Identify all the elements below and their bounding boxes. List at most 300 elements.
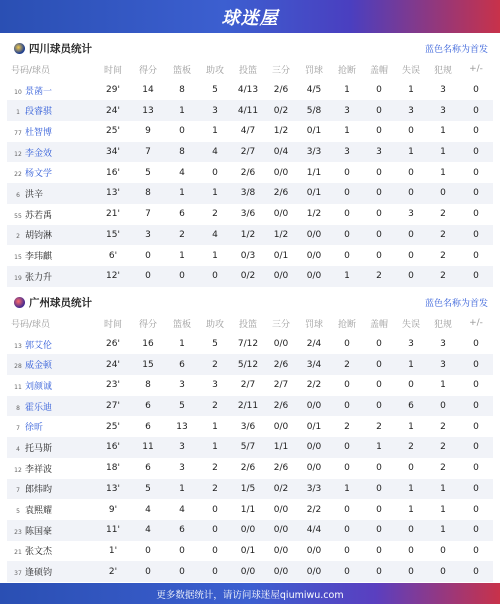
stat-cell: 6' (108, 250, 118, 261)
stat-cell: 1 (440, 504, 446, 515)
stat-cell: 1 (408, 85, 414, 96)
starter-note: 蓝色名称为首发 (424, 298, 488, 309)
stat-cell: 2/6 (240, 167, 256, 178)
stat-cell: 0/2 (265, 479, 297, 500)
section-header (0, 291, 500, 313)
jersey-number: 23 (14, 528, 22, 536)
stat-cell: 0/4 (265, 142, 297, 163)
player-name[interactable]: 威金顿 (25, 361, 53, 372)
stat-cell: 6 (145, 421, 151, 432)
stat-cell: 0 (473, 380, 479, 391)
player-row (7, 520, 493, 541)
stat-cell: 1 (408, 504, 414, 515)
stat-cell: 3 (165, 437, 199, 458)
stat-cell: 0/1 (306, 421, 322, 432)
stat-cell: 1/1 (306, 167, 322, 178)
stat-cell: 1 (165, 100, 199, 121)
player-name[interactable]: 苏若禹 (25, 210, 53, 221)
stat-cell: 2/6 (265, 183, 297, 204)
stat-cell: 0/0 (297, 437, 331, 458)
stat-cell: 0 (473, 167, 479, 178)
stat-cell: 0 (395, 520, 427, 541)
stat-cell: 4 (199, 225, 231, 246)
stat-cell: 3 (131, 225, 165, 246)
stat-cell: 2 (165, 225, 199, 246)
stat-cell: 0 (376, 209, 382, 220)
stat-cell: 2 (212, 209, 218, 220)
stat-cell: 0/1 (306, 126, 322, 137)
player-row (7, 225, 493, 246)
stat-cell: 2/6 (273, 85, 289, 96)
stat-cell: 16' (106, 167, 120, 178)
stat-cell: 1 (440, 126, 446, 137)
stat-cell: 13 (176, 421, 188, 432)
stat-cell: 24' (95, 100, 131, 121)
column-header: 投篮 (238, 65, 257, 76)
footer-link-text[interactable]: 更多数据统计，请访问球迷屋qiumiwu.com (156, 589, 344, 601)
stat-cell: 0 (408, 126, 414, 137)
stat-cell: 0/0 (265, 520, 297, 541)
player-cell (7, 479, 95, 500)
stat-cell: 0 (165, 266, 199, 287)
jersey-number: 12 (14, 466, 22, 474)
stat-cell: 3 (408, 209, 414, 220)
player-row (7, 458, 493, 479)
column-header: +/- (469, 64, 483, 75)
stat-cell: 1 (199, 437, 231, 458)
column-header: 助攻 (205, 319, 224, 330)
stat-cell: 0 (344, 380, 350, 391)
stat-cell: 6 (131, 396, 165, 417)
player-cell (7, 162, 95, 183)
stat-cell: 0 (331, 437, 363, 458)
stat-cell: 5/12 (231, 354, 265, 375)
stat-cell: 29' (106, 85, 120, 96)
stat-cell: 0 (459, 479, 493, 500)
stat-cell: 0 (459, 561, 493, 582)
column-header: 盖帽 (369, 319, 388, 330)
stat-cell: 2 (212, 463, 218, 474)
stat-cell: 0 (408, 545, 414, 556)
stat-cell: 3/8 (231, 183, 265, 204)
player-name[interactable]: 杨文学 (25, 169, 53, 180)
stat-cell: 3 (363, 142, 395, 163)
stat-cell: 0/0 (297, 266, 331, 287)
player-row (7, 561, 493, 582)
jersey-number: 7 (16, 487, 20, 495)
stat-cell: 3 (440, 339, 446, 350)
stat-cell: 9 (145, 126, 151, 137)
stat-cell: 0 (473, 126, 479, 137)
stat-cell: 0 (331, 183, 363, 204)
stat-cell: 2 (427, 437, 459, 458)
stat-cell: 15' (95, 225, 131, 246)
player-name[interactable]: 逢硕钧 (25, 568, 53, 579)
table-header-row (7, 59, 493, 80)
player-name[interactable]: 刘颜诚 (25, 381, 53, 392)
player-name[interactable]: 李金效 (25, 148, 53, 159)
stat-cell: 0/0 (297, 225, 331, 246)
stat-cell: 3/6 (240, 421, 256, 432)
stat-cell: 0/0 (273, 167, 289, 178)
stat-cell: 0 (408, 167, 414, 178)
stat-cell: 6 (179, 209, 185, 220)
stat-cell: 0 (344, 545, 350, 556)
stat-cell: 15 (131, 354, 165, 375)
jersey-number: 21 (14, 549, 22, 557)
player-row (7, 334, 493, 355)
player-name[interactable]: 托马斯 (25, 443, 53, 454)
column-header: 失误 (401, 319, 420, 330)
stat-cell: 3/4 (297, 354, 331, 375)
player-name[interactable]: 郎炜昀 (25, 485, 53, 496)
stat-cell: 3 (440, 85, 446, 96)
player-name[interactable]: 景菡一 (25, 86, 53, 97)
stat-cell: 3 (179, 380, 185, 391)
player-cell (7, 416, 95, 437)
stat-cell: 2 (199, 479, 231, 500)
stat-cell: 0 (199, 266, 231, 287)
stat-cell: 0 (473, 85, 479, 96)
player-name[interactable]: 张力升 (25, 272, 53, 283)
player-row (7, 354, 493, 375)
column-header: 篮板 (172, 65, 191, 76)
stat-cell: 0 (376, 85, 382, 96)
stat-cell: 5 (212, 85, 218, 96)
stat-cell: 0 (427, 561, 459, 582)
stat-cell: 3/3 (297, 142, 331, 163)
stat-cell: 1 (440, 380, 446, 391)
player-cell (7, 225, 95, 246)
stat-cell: 0 (408, 463, 414, 474)
stat-cell: 0 (212, 167, 218, 178)
stat-cell: 2 (199, 396, 231, 417)
stat-cell: 0 (427, 396, 459, 417)
stat-cell: 1 (395, 479, 427, 500)
stat-cell: 0 (376, 339, 382, 350)
stat-cell: 0 (179, 126, 185, 137)
stat-cell: 0 (473, 209, 479, 220)
player-cell (7, 183, 95, 204)
player-cell (7, 142, 95, 163)
stat-cell: 0 (363, 183, 395, 204)
stat-cell: 0 (376, 463, 382, 474)
player-cell (7, 458, 95, 479)
stat-cell: 0/0 (273, 504, 289, 515)
stat-cell: 25' (106, 126, 120, 137)
stat-cell: 2/4 (306, 339, 322, 350)
player-name[interactable]: 杜智博 (25, 127, 53, 138)
player-row (7, 541, 493, 562)
stat-cell: 2/6 (265, 354, 297, 375)
stat-cell: 0 (363, 479, 395, 500)
footer-banner (0, 583, 500, 604)
stat-cell: 0 (165, 561, 199, 582)
stat-cell: 0 (331, 225, 363, 246)
stat-cell: 5 (165, 396, 199, 417)
column-header: 盖帽 (369, 65, 388, 76)
stat-cell: 0 (408, 250, 414, 261)
player-name[interactable]: 张文杰 (25, 547, 53, 558)
stat-cell: 0/0 (297, 561, 331, 582)
stat-cell: 0 (344, 209, 350, 220)
stat-cell: 0/0 (273, 339, 289, 350)
player-name[interactable]: 李玮麒 (25, 252, 53, 263)
stat-cell: 4 (199, 142, 231, 163)
jersey-number: 28 (14, 363, 22, 371)
stat-cell: 0 (344, 167, 350, 178)
column-header: 抢断 (337, 65, 356, 76)
stat-cell: 0 (440, 545, 446, 556)
stat-cell: 0 (363, 520, 395, 541)
stat-cell: 0/0 (306, 250, 322, 261)
stat-cell: 0 (344, 504, 350, 515)
stat-cell: 3 (331, 142, 363, 163)
player-name[interactable]: 李祥波 (25, 464, 53, 475)
stat-cell: 5/7 (231, 437, 265, 458)
stat-cell: 5 (131, 479, 165, 500)
stat-cell: 5 (145, 167, 151, 178)
stat-cell: 0 (199, 520, 231, 541)
stat-cell: 1 (363, 437, 395, 458)
stat-cell: 0/0 (265, 266, 297, 287)
column-header: 投篮 (238, 319, 257, 330)
stat-cell: 1 (344, 126, 350, 137)
player-cell (7, 561, 95, 582)
stat-cell: 0 (363, 225, 395, 246)
stat-cell: 0/0 (273, 421, 289, 432)
stat-cell: 1/2 (265, 225, 297, 246)
stat-cell: 0 (212, 545, 218, 556)
stat-cell: 2 (363, 266, 395, 287)
stat-cell: 0 (331, 561, 363, 582)
stat-cell: 0/0 (306, 463, 322, 474)
stat-cell: 1/2 (306, 209, 322, 220)
stat-cell: 2 (199, 354, 231, 375)
stat-cell: 0 (473, 463, 479, 474)
stat-cell: 0 (408, 380, 414, 391)
stat-cell: 2 (395, 437, 427, 458)
stat-cell: 0 (363, 354, 395, 375)
stat-cell: 0/0 (265, 561, 297, 582)
player-row (7, 204, 493, 225)
stat-cell: 0 (473, 421, 479, 432)
column-header: 得分 (138, 65, 157, 76)
stat-cell: 1 (212, 126, 218, 137)
player-cell (7, 499, 95, 520)
player-row (7, 479, 493, 500)
column-header: 号码/球员 (11, 65, 51, 76)
player-row (7, 121, 493, 142)
stat-cell: 0 (459, 266, 493, 287)
stat-cell: 0 (473, 339, 479, 350)
column-header: 助攻 (205, 65, 224, 76)
player-row (7, 375, 493, 396)
player-name[interactable]: 袁熙耀 (25, 506, 53, 517)
stats-table (7, 59, 493, 287)
player-cell (7, 100, 95, 121)
player-row (7, 266, 493, 287)
stat-cell: 0/0 (273, 545, 289, 556)
stat-cell: 0 (131, 266, 165, 287)
stat-cell: 24' (95, 354, 131, 375)
stat-cell: 0 (473, 504, 479, 515)
player-row (7, 80, 493, 101)
jersey-number: 4 (16, 445, 20, 453)
stat-cell: 1 (165, 183, 199, 204)
stat-cell: 4/5 (306, 85, 322, 96)
player-name[interactable]: 陈国豪 (25, 526, 53, 537)
stat-cell: 2' (95, 561, 131, 582)
player-row (7, 245, 493, 266)
stat-cell: 1 (395, 354, 427, 375)
stat-cell: 0 (363, 561, 395, 582)
player-cell (7, 437, 95, 458)
stat-cell: 0/0 (297, 396, 331, 417)
stat-cell: 3 (395, 100, 427, 121)
section-title: 广州球员统计 (29, 296, 92, 309)
jersey-number: 37 (14, 570, 22, 578)
stat-cell: 16 (142, 339, 154, 350)
stat-cell: 8 (179, 85, 185, 96)
stat-cell: 1 (331, 266, 363, 287)
jersey-number: 10 (14, 88, 22, 96)
jersey-number: 11 (14, 383, 22, 391)
jersey-number: 5 (16, 508, 20, 516)
stat-cell: 3 (331, 100, 363, 121)
column-header: 抢断 (337, 319, 356, 330)
stat-cell: 0/3 (240, 250, 256, 261)
stat-cell: 2 (440, 209, 446, 220)
column-header: 罚球 (304, 319, 323, 330)
player-name[interactable]: 徐昕 (25, 423, 44, 434)
stat-cell: 16' (95, 437, 131, 458)
stat-cell: 1 (427, 142, 459, 163)
stat-cell: 0 (331, 520, 363, 541)
stat-cell: 0 (145, 250, 151, 261)
player-name[interactable]: 段睿骐 (25, 107, 53, 118)
stat-cell: 4/4 (297, 520, 331, 541)
jersey-number: 77 (14, 129, 22, 137)
jersey-number: 6 (16, 191, 20, 199)
stat-cell: 0 (199, 561, 231, 582)
column-header: 三分 (271, 65, 290, 76)
player-name[interactable]: 洪辛 (25, 189, 44, 200)
stat-cell: 3 (427, 354, 459, 375)
stat-cell: 5/8 (297, 100, 331, 121)
starter-note: 蓝色名称为首发 (424, 44, 488, 55)
guangzhou-team-icon (14, 297, 25, 308)
stat-cell: 6 (145, 463, 151, 474)
stat-cell: 6 (395, 396, 427, 417)
column-header: 篮板 (172, 319, 191, 330)
stat-cell: 14 (142, 85, 154, 96)
stat-cell: 4/7 (240, 126, 256, 137)
stat-cell: 0 (395, 183, 427, 204)
jersey-number: 1 (16, 109, 20, 117)
stat-cell: 2/6 (240, 463, 256, 474)
stat-cell: 0 (344, 250, 350, 261)
column-header: 犯规 (433, 319, 452, 330)
jersey-number: 55 (14, 212, 22, 220)
stat-cell: 0/2 (265, 100, 297, 121)
stat-cell: 0 (131, 561, 165, 582)
stat-cell: 8 (131, 183, 165, 204)
stat-cell: 3/3 (297, 479, 331, 500)
stat-cell: 1 (427, 479, 459, 500)
player-name[interactable]: 郭艾伦 (25, 340, 53, 351)
stat-cell: 3 (427, 100, 459, 121)
stat-cell: 0 (376, 380, 382, 391)
player-cell (7, 541, 95, 562)
player-row (7, 499, 493, 520)
stat-cell: 2 (427, 266, 459, 287)
stat-cell: 2/7 (231, 142, 265, 163)
stat-cell: 1 (179, 339, 185, 350)
stat-cell: 0 (363, 396, 395, 417)
stat-cell: 0 (427, 183, 459, 204)
stats-table (7, 313, 493, 582)
stat-cell: 2/11 (231, 396, 265, 417)
stat-cell: 0 (145, 545, 151, 556)
stat-cell: 1 (427, 520, 459, 541)
stat-cell: 2 (427, 225, 459, 246)
column-header: 罚球 (304, 65, 323, 76)
stat-cell: 0 (459, 437, 493, 458)
player-cell (7, 121, 95, 142)
stat-cell: 0 (459, 100, 493, 121)
player-cell (7, 396, 95, 417)
player-row (7, 396, 493, 417)
table-header-row (7, 313, 493, 334)
stat-cell: 0/0 (231, 561, 265, 582)
stat-cell: 21' (106, 209, 120, 220)
player-row (7, 100, 493, 121)
stat-cell: 1/2 (231, 225, 265, 246)
stat-cell: 0 (459, 183, 493, 204)
stat-cell: 7 (145, 209, 151, 220)
stat-cell: 13' (95, 479, 131, 500)
stat-cell: 0 (459, 142, 493, 163)
site-logo: 球迷屋 (221, 7, 279, 29)
player-row (7, 162, 493, 183)
stat-cell: 13' (95, 183, 131, 204)
stat-cell: 13 (131, 100, 165, 121)
stat-cell: 2 (376, 421, 382, 432)
player-cell (7, 80, 95, 101)
section-header (0, 37, 500, 59)
player-name[interactable]: 霍乐迪 (25, 402, 53, 413)
player-name[interactable]: 胡钧淋 (25, 231, 53, 242)
jersey-number: 2 (16, 233, 20, 241)
stat-cell: 2/2 (306, 380, 322, 391)
stat-cell: 1 (344, 85, 350, 96)
guangzhou-stats-section (0, 291, 500, 582)
stat-cell: 0 (395, 561, 427, 582)
stat-cell: 2 (440, 250, 446, 261)
stat-cell: 1 (395, 142, 427, 163)
stat-cell: 2/7 (240, 380, 256, 391)
stat-cell: 1/1 (240, 504, 256, 515)
stat-cell: 0 (376, 167, 382, 178)
player-cell (7, 375, 95, 396)
stat-cell: 0 (473, 250, 479, 261)
stat-cell: 2 (440, 421, 446, 432)
stat-cell: 2 (344, 421, 350, 432)
stat-cell: 11 (131, 437, 165, 458)
player-row (7, 416, 493, 437)
stat-cell: 1 (408, 421, 414, 432)
